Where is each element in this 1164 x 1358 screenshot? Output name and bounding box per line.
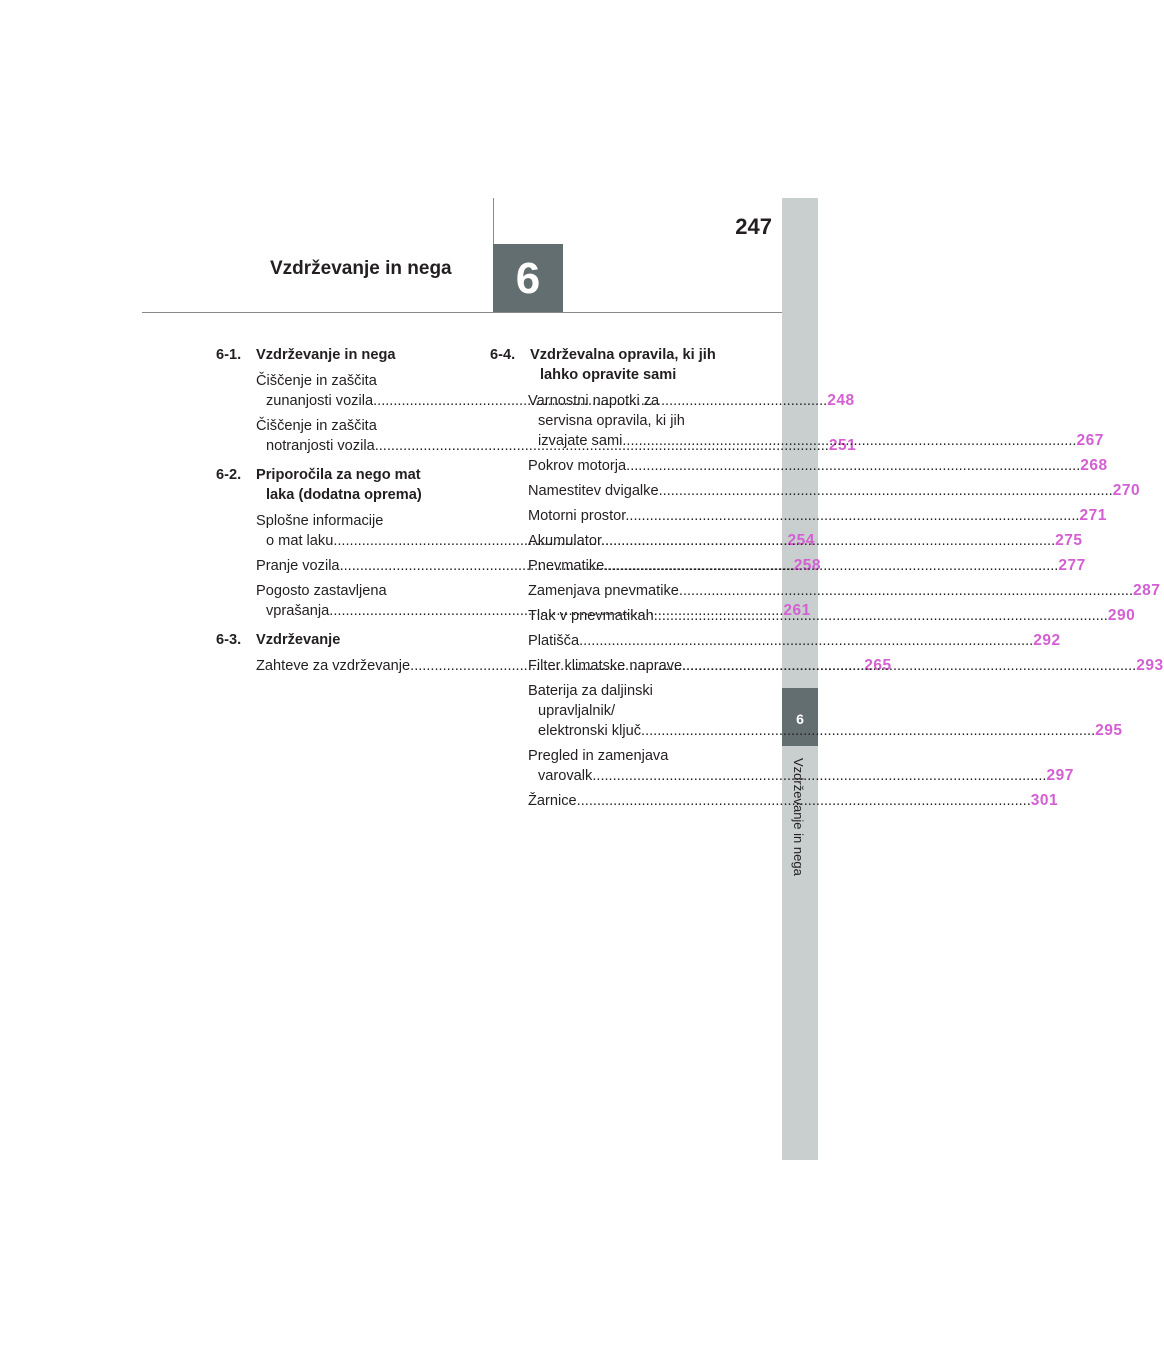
page-link[interactable]: 297 — [1046, 767, 1074, 784]
page-link[interactable]: 254 — [787, 532, 815, 549]
toc-entry[interactable] — [490, 681, 1123, 741]
toc-section-6-3 — [216, 630, 466, 650]
toc-section-6-2 — [216, 465, 466, 505]
entry-text: Čiščenje in zaščita — [256, 373, 377, 389]
page-link[interactable]: 251 — [828, 437, 857, 454]
page-link[interactable]: 301 — [1030, 792, 1059, 809]
toc-entry[interactable] — [490, 746, 1074, 786]
section-number: 6-2. — [216, 467, 242, 483]
toc-entry[interactable] — [490, 581, 1161, 601]
toc-entry[interactable] — [490, 456, 1108, 476]
side-chapter-label: Vzdrževanje in nega — [791, 758, 806, 876]
leader-dots — [625, 508, 1079, 524]
entry-text: Pogosto zastavljena — [256, 583, 387, 599]
toc-entry[interactable] — [490, 481, 1141, 501]
page-link[interactable]: 248 — [827, 392, 855, 409]
leader-dots — [659, 483, 1113, 499]
toc-entry[interactable] — [490, 506, 1107, 526]
page-link[interactable]: 271 — [1079, 507, 1107, 524]
page-link[interactable]: 275 — [1055, 532, 1083, 549]
leader-dots — [592, 768, 1046, 784]
header-divider-horizontal — [142, 312, 782, 313]
toc-entry[interactable] — [490, 791, 1059, 811]
leader-dots — [601, 533, 1055, 549]
toc-section-6-1 — [216, 345, 466, 365]
leader-dots — [604, 558, 1058, 574]
entry-text: elektronski ključ — [538, 723, 642, 739]
section-number: 6-1. — [216, 347, 242, 363]
section-title: Vzdrževalna opravila, ki jih — [530, 347, 716, 363]
side-thumb-strip — [782, 198, 818, 1160]
chapter-title: Vzdrževanje in nega — [270, 258, 452, 279]
entry-text: servisna opravila, ki jih — [538, 413, 685, 429]
page-link[interactable]: 277 — [1058, 557, 1086, 574]
entry-text: Baterija za daljinski — [528, 683, 653, 699]
entry-text: Platišča — [528, 633, 580, 649]
leader-dots — [679, 583, 1133, 599]
entry-text: Žarnice — [528, 793, 577, 809]
entry-text: varovalk — [538, 768, 593, 784]
leader-dots — [626, 458, 1080, 474]
entry-text: vprašanja — [266, 603, 330, 619]
entry-text: Pregled in zamenjava — [528, 748, 669, 764]
entry-text: notranjosti vozila — [266, 438, 375, 454]
entry-text: upravljalnik/ — [538, 703, 616, 719]
page-link[interactable]: 290 — [1107, 607, 1136, 624]
section-title: Priporočila za nego mat — [256, 467, 421, 483]
section-title: lahko opravite sami — [540, 367, 677, 383]
leader-dots — [577, 793, 1031, 809]
leader-dots — [641, 723, 1095, 739]
entry-text: Varnostni napotki za — [528, 393, 660, 409]
entry-text: Namestitev dvigalke — [528, 483, 659, 499]
entry-text: Zahteve za vzdrževanje — [256, 658, 411, 674]
entry-text: Motorni prostor — [528, 508, 626, 524]
section-number: 6-4. — [490, 347, 516, 363]
entry-text: Zamenjava pnevmatike — [528, 583, 679, 599]
page-link[interactable]: 292 — [1033, 632, 1061, 649]
section-title: Vzdrževanje in nega — [256, 347, 396, 363]
header-divider-vertical — [493, 198, 494, 248]
entry-text: zunanjosti vozila — [266, 393, 374, 409]
page-link[interactable]: 268 — [1080, 457, 1108, 474]
leader-dots — [682, 658, 1136, 674]
chapter-number-badge: 6 — [493, 244, 563, 312]
page-number: 247 — [735, 214, 772, 239]
entry-text: Akumulator — [528, 533, 602, 549]
entry-text: Pranje vozila — [256, 558, 340, 574]
page-link[interactable]: 261 — [783, 602, 811, 619]
leader-dots — [579, 633, 1033, 649]
entry-text: Filter klimatske naprave — [528, 658, 683, 674]
section-title: Vzdrževanje — [256, 632, 341, 648]
entry-text: izvajate sami — [538, 433, 623, 449]
page-link[interactable]: 270 — [1112, 482, 1141, 499]
leader-dots — [622, 433, 1076, 449]
side-chapter-tab[interactable]: 6 — [782, 688, 818, 746]
toc-section-6-4 — [490, 345, 740, 385]
entry-text: Splošne informacije — [256, 513, 384, 529]
page-link[interactable]: 267 — [1076, 432, 1104, 449]
section-number: 6-3. — [216, 632, 242, 648]
entry-text: Pnevmatike — [528, 558, 605, 574]
entry-text: Pokrov motorja — [528, 458, 627, 474]
page-link[interactable]: 293 — [1136, 657, 1164, 674]
entry-text: o mat laku — [266, 533, 334, 549]
entry-text: Tlak v pnevmatikah — [528, 608, 654, 624]
page-link[interactable]: 265 — [864, 657, 892, 674]
page-link[interactable]: 287 — [1133, 582, 1161, 599]
entry-text: Čiščenje in zaščita — [256, 418, 377, 434]
section-title: laka (dodatna oprema) — [266, 487, 422, 503]
toc-entry[interactable] — [490, 631, 1061, 651]
page-link[interactable]: 295 — [1095, 722, 1123, 739]
leader-dots — [654, 608, 1108, 624]
page-link[interactable]: 258 — [793, 557, 822, 574]
